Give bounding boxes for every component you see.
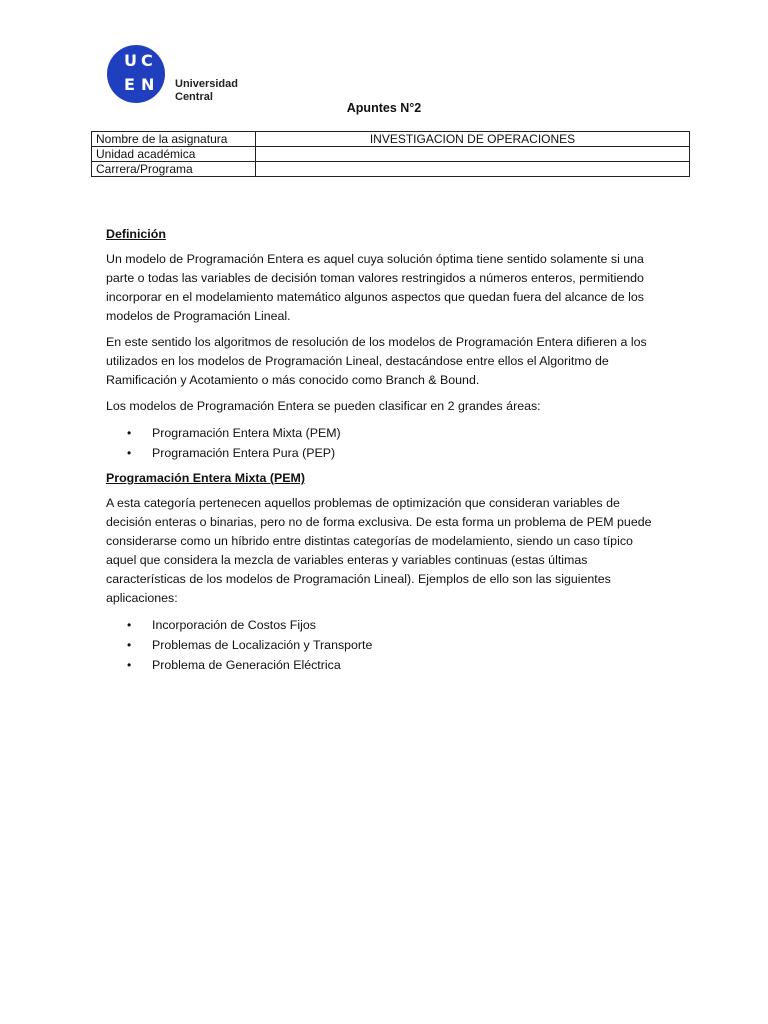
list-item <box>106 635 662 655</box>
row-value-subject: INVESTIGACION DE OPERACIONES <box>256 132 690 147</box>
table-row <box>92 132 690 147</box>
ucen-logo-icon <box>106 44 176 104</box>
logo-wordmark-line2: Central <box>175 90 213 103</box>
paragraph: En este sentido los algoritmos de resolución de los modelos de Programación Entera difieren a los utilizados en los modelos de Programación Lineal, destacándose entre ellos el Algoritmo de Ramificación y Acotamiento o más conocido como Branch & Bound. <box>106 335 647 387</box>
bullet-icon: • <box>127 638 132 652</box>
list-item-text: Problemas de Localización y Transporte <box>152 638 373 652</box>
paragraph: Un modelo de Programación Entera es aquel cuya solución óptima tiene sentido solamente si una parte o todas las variables de decisión toman valores restringidos a números enteros, permitiendo incorporar en el modelamiento matemático algunos aspectos que quedan fuera del alcance de los modelos de Programación Lineal. <box>106 252 644 323</box>
logo-letter-u: U <box>124 51 137 70</box>
bullet-list-areas <box>106 423 662 463</box>
list-item-text: Problema de Generación Eléctrica <box>152 658 341 672</box>
section-heading-definicion: Definición <box>106 227 166 241</box>
course-info-table <box>91 131 690 177</box>
university-logo <box>106 44 236 104</box>
list-item-text: Programación Entera Mixta (PEM) <box>152 426 341 440</box>
bullet-icon: • <box>127 426 132 440</box>
logo-letter-e: E <box>124 75 135 94</box>
bullet-list-applications <box>106 615 662 675</box>
paragraph: A esta categoría pertenecen aquellos problemas de optimización que consideran variables de decisión enteras o binarias, pero no de forma exclusiva. De esta forma un problema de PEM puede considerarse como un híbrido entre distintas categorías de modelamiento, siendo un caso típico aquel que considera la mezcla de variables enteras y variables continuas (estas últimas características de los modelos de Programación Lineal). Ejemplos de ello son las siguientes aplicaciones: <box>106 496 652 605</box>
row-label-program: Carrera/Programa <box>92 162 256 177</box>
bullet-icon: • <box>127 658 132 672</box>
row-value-program <box>256 162 690 177</box>
row-label-academic-unit: Unidad académica <box>92 147 256 162</box>
logo-wordmark-line1: Universidad <box>175 78 238 90</box>
list-item <box>106 655 662 675</box>
list-item <box>106 423 662 443</box>
table-row <box>92 147 690 162</box>
list-item <box>106 443 662 463</box>
logo-letter-c: C <box>141 51 153 70</box>
row-label-subject: Nombre de la asignatura <box>92 132 256 147</box>
bullet-icon: • <box>127 446 132 460</box>
bullet-icon: • <box>127 618 132 632</box>
list-item-text: Programación Entera Pura (PEP) <box>152 446 336 460</box>
section-heading-pem: Programación Entera Mixta (PEM) <box>106 471 305 485</box>
logo-wordmark <box>175 78 238 103</box>
table-row <box>92 162 690 177</box>
paragraph: Los modelos de Programación Entera se pueden clasificar en 2 grandes áreas: <box>106 399 541 413</box>
list-item <box>106 615 662 635</box>
logo-letter-n: N <box>141 75 155 94</box>
document-title: Apuntes N°2 <box>346 101 422 115</box>
list-item-text: Incorporación de Costos Fijos <box>152 618 316 632</box>
document-body <box>106 225 662 681</box>
row-value-academic-unit <box>256 147 690 162</box>
